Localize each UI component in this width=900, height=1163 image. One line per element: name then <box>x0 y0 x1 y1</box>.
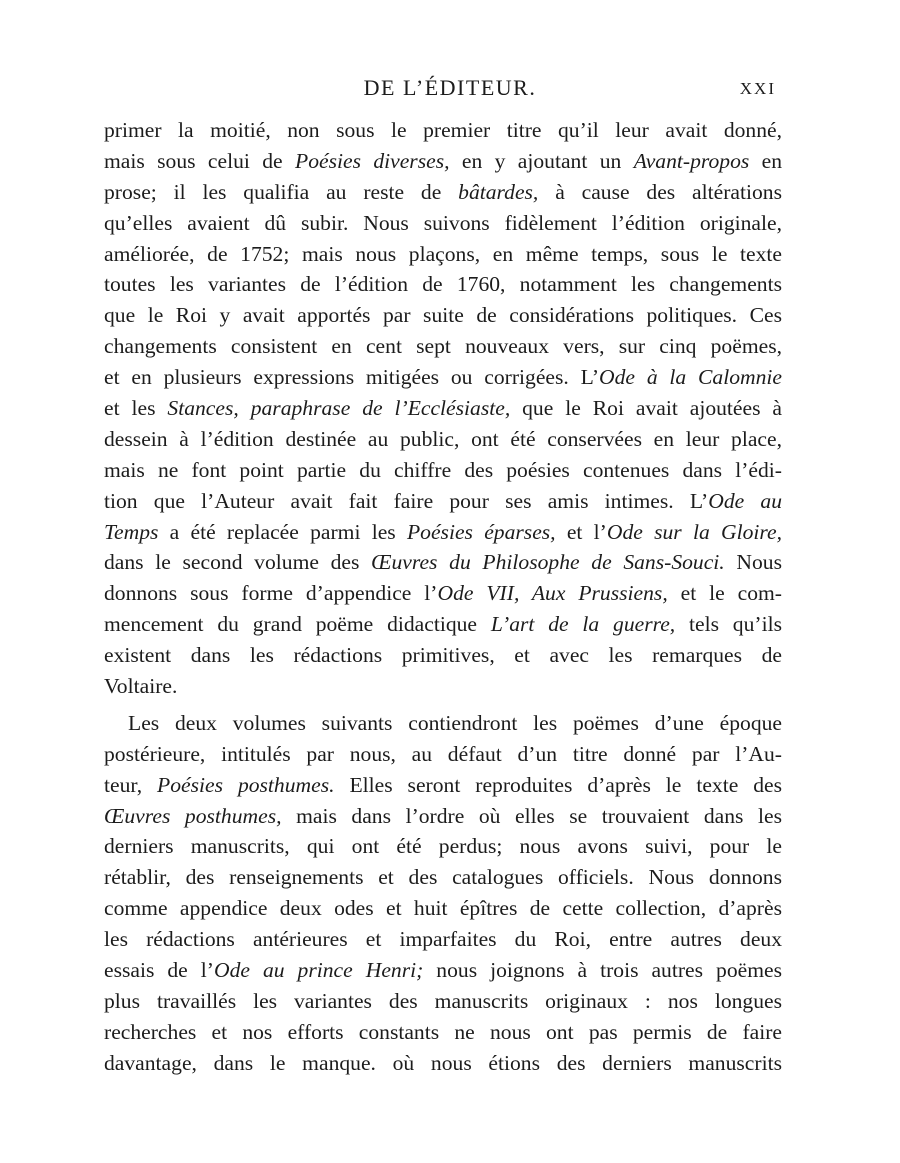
running-head <box>0 76 900 106</box>
text-line <box>104 1048 782 1079</box>
text-run: tion que l’Auteur avait fait faire pour ses amis intimes. L’ <box>104 488 709 513</box>
text-run: donnons sous forme d’appendice l’ <box>104 581 438 606</box>
text-line <box>104 269 782 300</box>
italic-title: Œuvres posthumes, <box>104 803 282 828</box>
text-run: derniers manuscrits, qui ont été perdus; nous avons suivi, pour le <box>104 834 782 859</box>
text-run: rétablir, des renseignements et des catalogues officiels. Nous donnons <box>104 865 782 890</box>
italic-title: Œuvres du Philosophe de Sans-Souci. <box>371 550 725 575</box>
text-run: en <box>749 148 783 173</box>
text-run: Voltaire. <box>104 674 178 699</box>
text-run: et les <box>104 396 168 421</box>
text-run: postérieure, intitulés par nous, au défaut d’un titre donné par l’Au- <box>104 741 782 766</box>
text-line <box>104 486 782 517</box>
text-line <box>104 739 782 770</box>
italic-title: bâtardes, <box>458 179 539 204</box>
text-line <box>104 801 782 832</box>
italic-title: L’art de la guerre, <box>490 612 676 637</box>
text-line <box>104 1017 782 1048</box>
text-line <box>104 893 782 924</box>
body-text <box>104 115 782 1079</box>
text-run: mais ne font point partie du chiffre des poésies contenues dans l’édi- <box>104 457 782 482</box>
italic-title: Ode sur la Gloire, <box>606 519 782 544</box>
text-run: a été replacée parmi les <box>158 519 407 544</box>
italic-title: Avant-propos <box>633 148 750 173</box>
text-line <box>104 986 782 1017</box>
text-run: qu’elles avaient dû subir. Nous suivons fidèlement l’édition originale, <box>104 210 782 235</box>
text-run: davantage, dans le manque. où nous étions des derniers manuscrits <box>104 1050 782 1075</box>
text-run: à cause des altérations <box>538 179 782 204</box>
running-head-title: DE L’ÉDITEUR. <box>363 75 537 100</box>
italic-title: Ode au <box>708 488 782 513</box>
italic-title: Ode VII, Aux Prussiens, <box>437 581 668 606</box>
text-line <box>104 831 782 862</box>
text-run: comme appendice deux odes et huit épîtres de cette collection, d’après <box>104 896 782 921</box>
text-line <box>104 362 782 393</box>
text-line <box>104 115 782 146</box>
italic-title: Ode à la Calomnie <box>599 365 782 390</box>
italic-title: Poésies éparses, <box>406 519 556 544</box>
text-run: dessein à l’édition destinée au public, ont été conservées en leur place, <box>104 426 782 451</box>
text-line <box>104 609 782 640</box>
text-run: changements consistent en cent sept nouveaux vers, sur cinq poëmes, <box>104 334 782 359</box>
text-run: primer la moitié, non sous le premier titre qu’il leur avait donné, <box>104 118 782 142</box>
text-run: toutes les variantes de l’édition de 1760, notamment les changements <box>104 272 782 297</box>
text-run: recherches et nos efforts constants ne nous ont pas permis de faire <box>104 1019 782 1044</box>
text-line <box>104 578 782 609</box>
text-run: Les deux volumes suivants contiendront les poëmes d’une époque <box>128 710 782 735</box>
text-line <box>104 955 782 986</box>
text-run: que le Roi avait ajoutées à <box>510 396 782 421</box>
italic-title: Poésies diverses, <box>295 148 450 173</box>
text-run: dans le second volume des <box>104 550 372 575</box>
text-line <box>104 455 782 486</box>
text-run: essais de l’ <box>104 958 214 983</box>
italic-title: Stances, paraphrase de l’Ecclésiaste, <box>167 396 511 421</box>
text-line <box>104 146 782 177</box>
text-line <box>104 393 782 424</box>
text-line <box>104 924 782 955</box>
text-run: en y ajoutant un <box>449 148 634 173</box>
text-line <box>104 862 782 893</box>
text-line <box>104 424 782 455</box>
italic-title: Ode au prince Henri; <box>213 958 424 983</box>
text-line <box>104 300 782 331</box>
text-run: améliorée, de 1752; mais nous plaçons, en même temps, sous le texte <box>104 241 782 266</box>
text-line <box>104 770 782 801</box>
text-line <box>104 331 782 362</box>
text-line <box>104 177 782 208</box>
page-number: XXI <box>739 79 776 98</box>
text-line <box>104 517 782 548</box>
text-line <box>104 671 782 702</box>
text-run: teur, <box>104 772 158 797</box>
text-line <box>104 208 782 239</box>
text-line <box>104 547 782 578</box>
italic-title: Poésies posthumes. <box>157 772 335 797</box>
text-run: que le Roi y avait apportés par suite de considérations politiques. Ces <box>104 303 782 328</box>
text-run: plus travaillés les variantes des manuscrits originaux : nos longues <box>104 988 782 1013</box>
text-run: et l’ <box>555 519 607 544</box>
text-run: mais sous celui de <box>104 148 296 173</box>
italic-title: Temps <box>104 519 159 544</box>
text-run: nous joignons à trois autres poëmes <box>423 958 783 983</box>
text-run: et le com- <box>667 581 782 606</box>
text-run: mencement du grand poëme didactique <box>104 612 491 637</box>
text-line <box>104 640 782 671</box>
text-run: mais dans l’ordre où elles se trouvaient dans les <box>281 803 783 828</box>
text-run: existent dans les rédactions primitives, et avec les remarques de <box>104 643 782 668</box>
text-line <box>104 239 782 270</box>
text-run: Elles seront reproduites d’après le texte des <box>334 772 782 797</box>
text-run: les rédactions antérieures et imparfaites du Roi, entre autres deux <box>104 927 782 952</box>
text-line <box>104 708 782 739</box>
text-run: Nous <box>724 550 782 575</box>
text-run: et en plusieurs expressions mitigées ou corrigées. L’ <box>104 365 600 390</box>
text-run: prose; il les qualifia au reste de <box>104 179 459 204</box>
text-run: tels qu’ils <box>675 612 782 637</box>
